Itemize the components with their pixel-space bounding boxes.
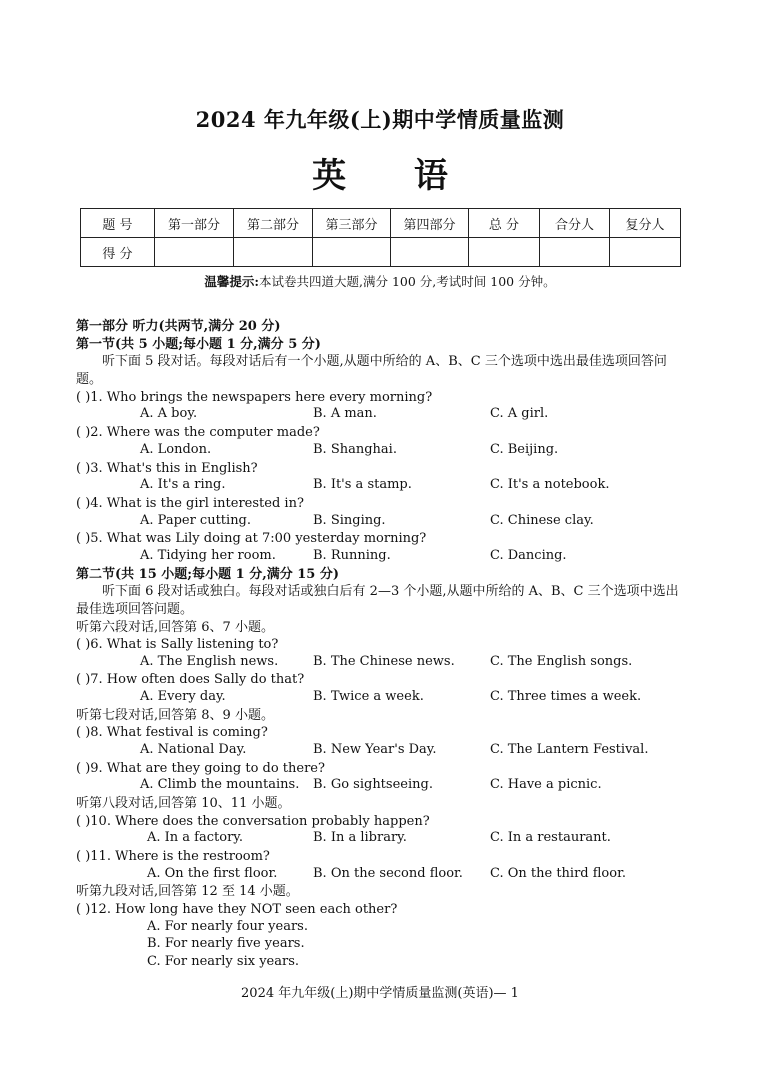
q3-option-b: B. It's a stamp. [313,477,412,492]
q6-option-c: C. The English songs. [490,654,633,669]
q10-option-b: B. In a library. [313,830,407,845]
score-header-cell: 总 分 [469,209,540,238]
question-3: ( )3. What's this in English? [76,461,258,476]
q2-option-a: A. London. [140,442,212,457]
q12-option-c: C. For nearly six years. [147,954,299,969]
dialogue-9-label: 听第九段对话,回答第 12 至 14 小题。 [76,884,299,899]
q9-option-a: A. Climb the mountains. [140,777,300,792]
q1-option-c: C. A girl. [490,406,549,421]
subject-title: 英 语 [312,156,476,196]
score-header-cell: 复分人 [610,209,681,238]
score-header-cell: 第二部分 [234,209,313,238]
q8-option-a: A. National Day. [140,742,247,757]
q12-option-b: B. For nearly five years. [147,936,305,951]
score-cell [155,238,234,267]
section2-heading: 第二节(共 15 小题;每小题 1 分,满分 15 分) [76,567,340,582]
question-4: ( )4. What is the girl interested in? [76,496,304,511]
q7-option-c: C. Three times a week. [490,689,642,704]
q12-option-a: A. For nearly four years. [147,919,308,934]
question-5: ( )5. What was Lily doing at 7:00 yesterday morning? [76,531,427,546]
q4-option-b: B. Singing. [313,513,386,528]
score-table-score-row [81,238,681,267]
dialogue-6-label: 听第六段对话,回答第 6、7 小题。 [76,620,274,635]
question-10: ( )10. Where does the conversation probably happen? [76,814,430,829]
q2-option-c: C. Beijing. [490,442,559,457]
score-cell [313,238,391,267]
question-11: ( )11. Where is the restroom? [76,849,270,864]
q9-option-c: C. Have a picnic. [490,777,602,792]
q2-option-b: B. Shanghai. [313,442,397,457]
score-header-cell: 题 号 [81,209,155,238]
q5-option-b: B. Running. [313,548,391,563]
page-footer: 2024 年九年级(上)期中学情质量监测(英语)— 1 [241,986,519,1001]
q6-option-a: A. The English news. [140,654,279,669]
tip-label: 温馨提示: [204,274,260,289]
q10-option-c: C. In a restaurant. [490,830,611,845]
question-9: ( )9. What are they going to do there? [76,761,325,776]
q4-option-a: A. Paper cutting. [140,513,252,528]
section1-instructions: 听下面 5 段对话。每段对话后有一个小题,从题中所给的 A、B、C 三个选项中选出最佳选项回答问题。 [76,354,667,387]
question-8: ( )8. What festival is coming? [76,725,268,740]
score-cell [234,238,313,267]
q4-option-c: C. Chinese clay. [490,513,594,528]
section2-instructions: 听下面 6 段对话或独白。每段对话或独白后有 2—3 个小题,从题中所给的 A、B、C 三个选项中选出最佳选项回答问题。 [76,584,679,617]
section1-heading: 第一节(共 5 小题;每小题 1 分,满分 5 分) [76,337,321,352]
score-cell [391,238,469,267]
question-12: ( )12. How long have they NOT seen each other? [76,902,398,917]
q7-option-b: B. Twice a week. [313,689,424,704]
score-header-cell: 第一部分 [155,209,234,238]
exam-title: 2024 年九年级(上)期中学情质量监测 [195,107,565,132]
q11-option-b: B. On the second floor. [313,866,463,881]
q8-option-b: B. New Year's Day. [313,742,437,757]
score-cell [469,238,540,267]
q7-option-a: A. Every day. [140,689,226,704]
exam-tip [0,272,760,290]
q5-option-a: A. Tidying her room. [140,548,276,563]
question-6: ( )6. What is Sally listening to? [76,637,279,652]
tip-text: 本试卷共四道大题,满分 100 分,考试时间 100 分钟。 [259,274,556,289]
score-header-cell: 第三部分 [313,209,391,238]
q6-option-b: B. The Chinese news. [313,654,455,669]
q11-option-c: C. On the third floor. [490,866,626,881]
score-header-cell: 合分人 [540,209,610,238]
score-header-cell: 第四部分 [391,209,469,238]
q3-option-a: A. It's a ring. [140,477,226,492]
part1-heading: 第一部分 听力(共两节,满分 20 分) [76,319,281,334]
score-table [80,208,681,267]
q1-option-a: A. A boy. [140,406,198,421]
score-cell [610,238,681,267]
score-row-label: 得 分 [81,238,155,267]
q3-option-c: C. It's a notebook. [490,477,610,492]
q9-option-b: B. Go sightseeing. [313,777,433,792]
q8-option-c: C. The Lantern Festival. [490,742,649,757]
q5-option-c: C. Dancing. [490,548,567,563]
question-1: ( )1. Who brings the newspapers here every morning? [76,390,433,405]
score-cell [540,238,610,267]
q11-option-a: A. On the first floor. [147,866,278,881]
q10-option-a: A. In a factory. [147,830,244,845]
question-2: ( )2. Where was the computer made? [76,425,320,440]
score-table-header-row [81,209,681,238]
question-7: ( )7. How often does Sally do that? [76,672,305,687]
dialogue-7-label: 听第七段对话,回答第 8、9 小题。 [76,708,274,723]
q1-option-b: B. A man. [313,406,377,421]
dialogue-8-label: 听第八段对话,回答第 10、11 小题。 [76,796,291,811]
